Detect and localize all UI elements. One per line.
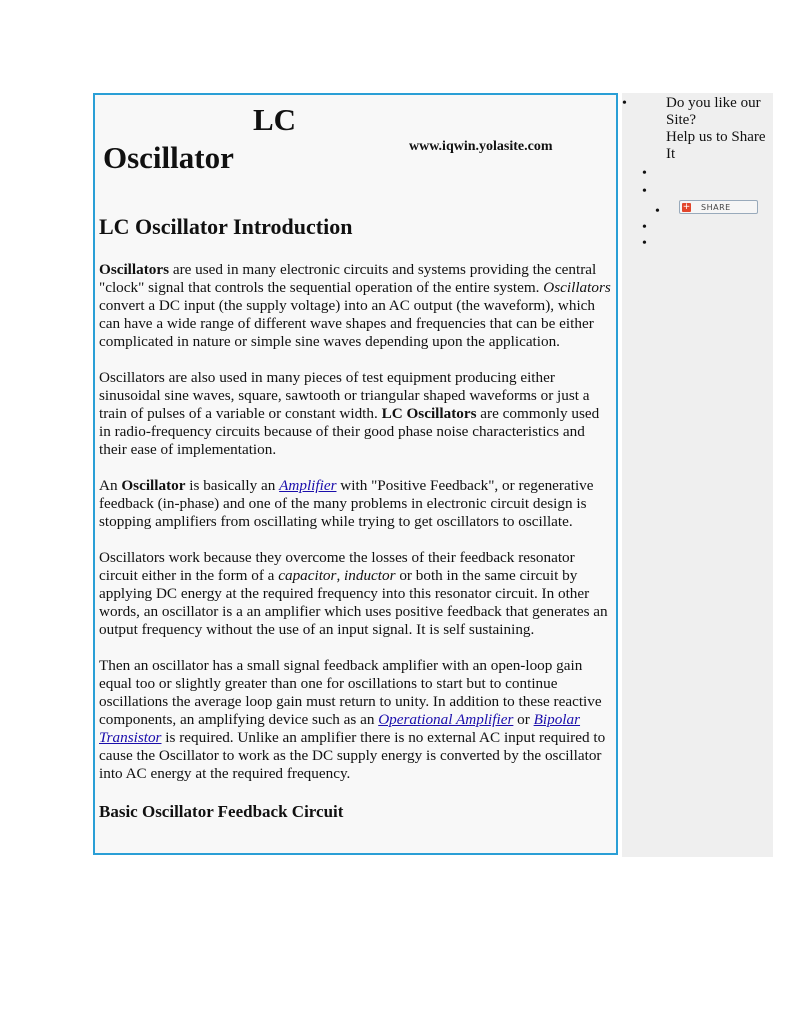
share-label: SHARE	[701, 203, 731, 212]
bullet-icon: •	[655, 204, 660, 219]
paragraph-4	[99, 549, 611, 639]
paragraph-3	[99, 477, 611, 531]
bullet-icon: •	[642, 184, 647, 199]
article-heading: LC Oscillator Introduction	[99, 214, 353, 239]
sidebar	[622, 93, 773, 857]
text: Oscillators are also used in many pieces of test equipment producing either sinusoidal sine waves, square, sawtooth or triangular shaped waveforms or just a train of pulses of a variable or constant width.	[99, 369, 590, 422]
article-body	[99, 213, 611, 823]
text: convert a DC input (the supply voltage) into an AC output (the waveform), which can have a wide range of different wave shapes and frequencies that can be either complicated in nature or simple sine waves depending upon the application.	[99, 297, 596, 350]
share-button[interactable]	[679, 200, 758, 214]
text: are commonly used in radio-frequency circuits because of their good phase noise characteristics and their ease of implementation.	[99, 405, 600, 458]
bipolar-transistor-link[interactable]: Bipolar Transistor	[99, 711, 581, 746]
promo-cta: Help us to Share It	[666, 129, 766, 162]
term-oscillator: Oscillator	[121, 477, 186, 494]
bullet-icon: •	[642, 166, 647, 181]
text: or	[513, 711, 534, 728]
text: An	[99, 477, 122, 494]
term-oscillators: Oscillators	[99, 261, 170, 278]
text: is basically an	[185, 477, 280, 494]
text: with "Positive Feedback", or regenerative feedback (in-phase) and one of the many problems in electronic circuit design is stopping amplifiers from oscillating while trying to get oscillators to oscillate.	[99, 477, 594, 530]
text: are used in many electronic circuits and systems providing the central "clock" signal that controls the sequential operation of the entire system.	[99, 261, 597, 296]
text: Oscillators work because they overcome the losses of their feedback resonator circuit either in the form of a	[99, 549, 575, 584]
term-lc-oscillators: LC Oscillators	[381, 405, 477, 422]
main-content-box	[93, 93, 618, 855]
amplifier-link[interactable]: Amplifier	[279, 477, 337, 494]
bullet-icon: •	[622, 96, 627, 111]
promo-question: Do you like our Site?	[666, 95, 761, 128]
term-oscillators-italic: Oscillators	[543, 279, 611, 296]
text: is required. Unlike an amplifier there is no external AC input required to cause the Oscillator to work as the DC supply energy is converted by the oscillator into AC energy at the required frequency.	[99, 729, 606, 782]
sidebar-item-promo	[622, 95, 774, 163]
site-url: www.iqwin.yolasite.com	[409, 139, 553, 154]
page-title	[103, 101, 353, 177]
term-capacitor: capacitor	[278, 567, 337, 584]
page-title-line1: LC	[253, 102, 297, 137]
text: Then an oscillator has a small signal feedback amplifier with an open-loop gain equal too or slightly greater than one for oscillations to start but to continue oscillations the average loop gain must return to unity. In addition to these reactive components, an amplifying device such as an	[99, 657, 602, 728]
paragraph-1	[99, 261, 611, 351]
bullet-icon: •	[642, 236, 647, 251]
operational-amplifier-link[interactable]: Operational Amplifier	[378, 711, 514, 728]
text: ,	[336, 567, 345, 584]
plus-icon: +	[682, 202, 691, 212]
paragraph-2	[99, 369, 611, 459]
bullet-icon: •	[642, 220, 647, 235]
term-inductor: inductor	[344, 567, 396, 584]
paragraph-5	[99, 657, 611, 783]
circuit-subheading: Basic Oscillator Feedback Circuit	[99, 802, 344, 821]
page-title-line2: Oscillator	[103, 140, 234, 175]
text: or both in the same circuit by applying DC energy at the required frequency into this resonator circuit. In other words, an oscillator is a an amplifier which uses positive feedback that generates an output frequency without the use of an input signal. It is self sustaining.	[99, 567, 608, 638]
